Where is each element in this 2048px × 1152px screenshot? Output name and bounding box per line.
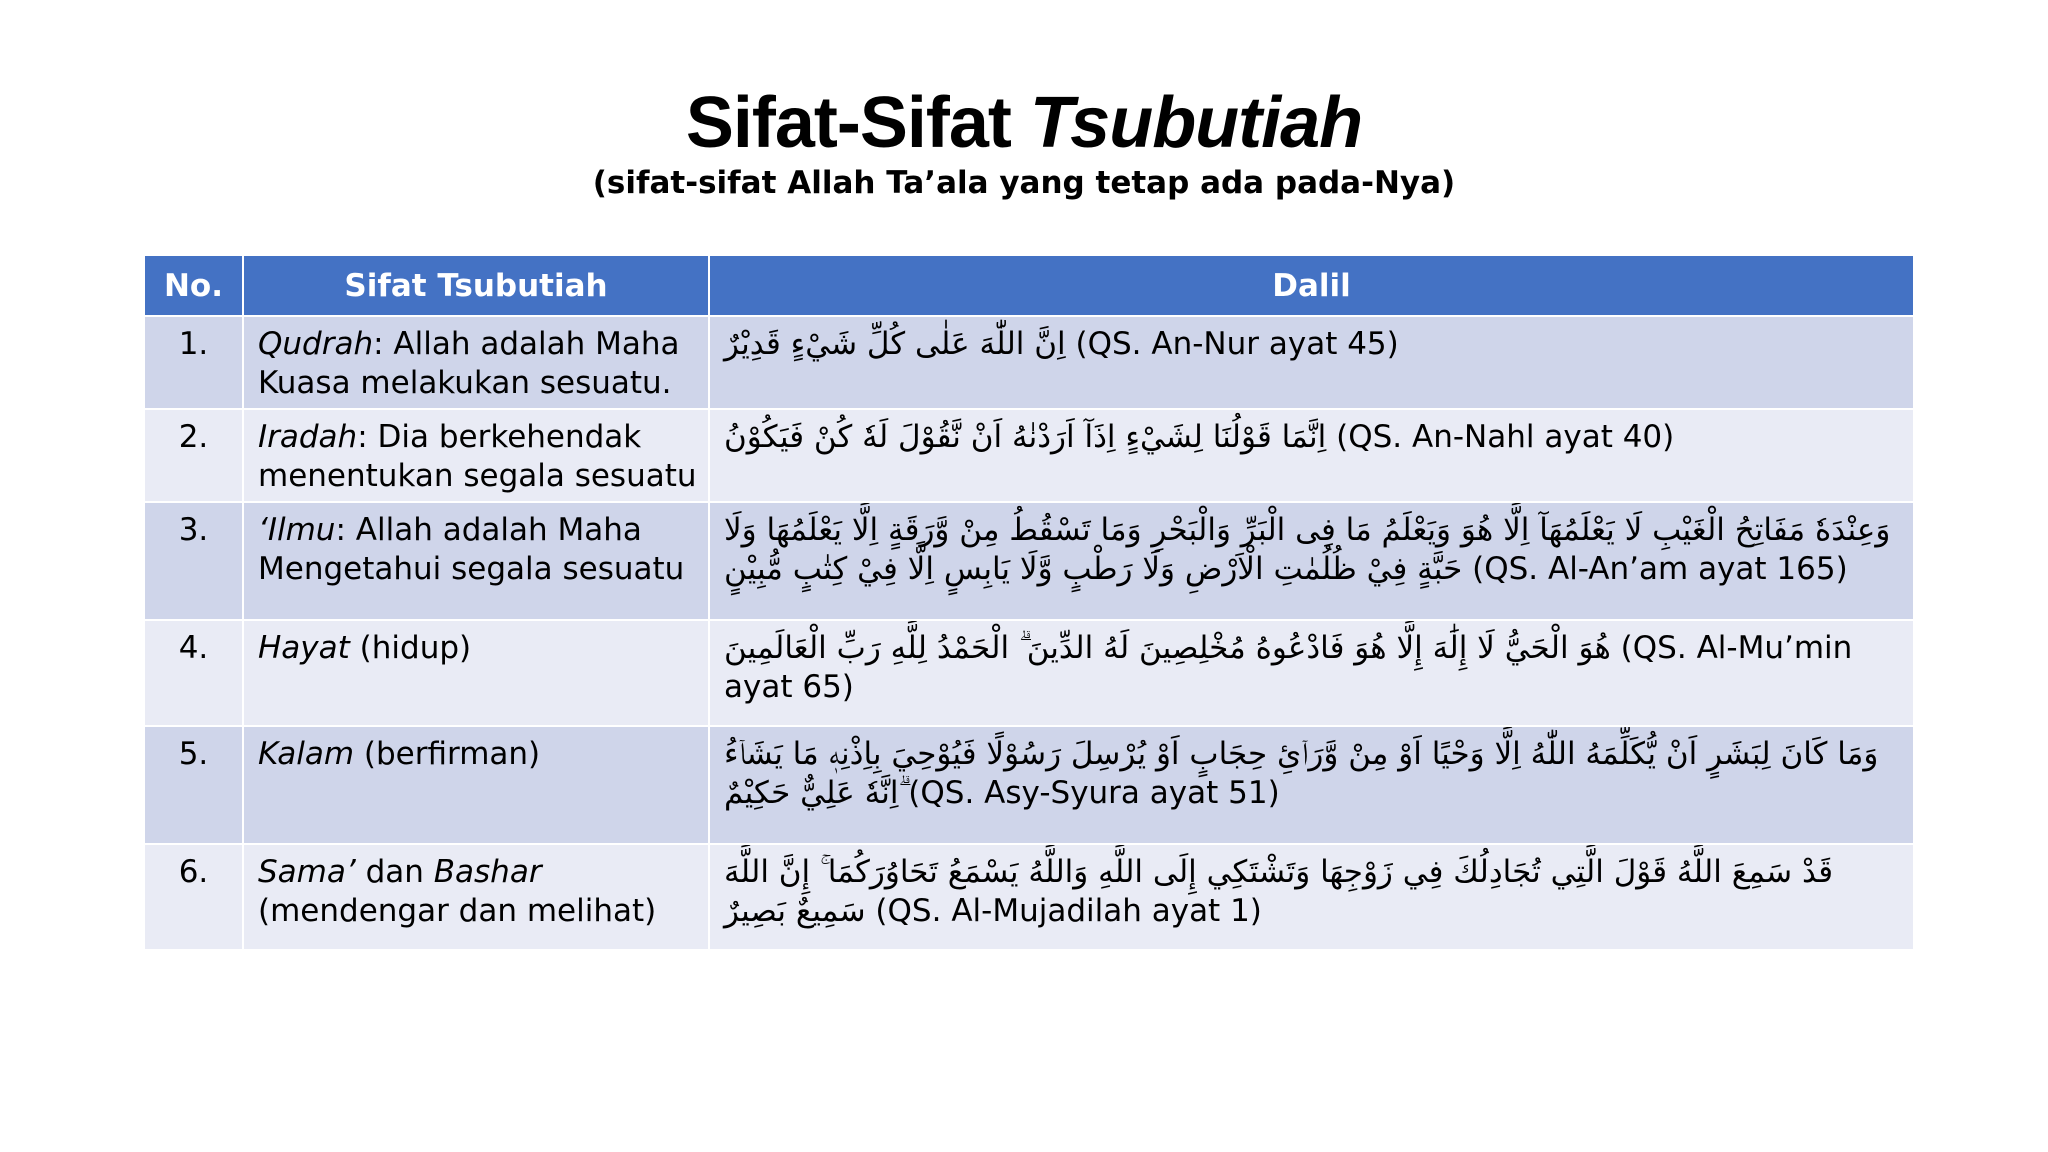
dalil-arabic: اِنَّ اللّٰهَ عَلٰى كُلِّ شَيْءٍ قَدِيْرٌ (724, 326, 1066, 362)
dalil-arabic: قَدْ سَمِعَ اللَّهُ قَوْلَ الَّتِي تُجَادِلُكَ فِي زَوْجِهَا وَتَشْتَكِي إِلَى اللَّهِ وَاللَّهُ يَسْمَعُ تَحَاوُرَكُمَا ۚ إِنَّ اللَّهَ سَمِيعٌ بَصِيرٌ (724, 854, 1834, 929)
dalil-arabic: اِنَّمَا قَوْلُنَا لِشَيْءٍ اِذَآ اَرَدْنٰهُ اَنْ نَّقُوْلَ لَهٗ كُنْ فَيَكُوْنُ (724, 419, 1327, 455)
header-no: No. (144, 255, 243, 316)
row-number: 5. (144, 726, 243, 844)
dalil-cell (709, 726, 1914, 844)
table-row (144, 316, 1914, 409)
dalil-reference: (QS. Asy-Syura ayat 51) (898, 775, 1280, 811)
sifat-desc: : Allah adalah Maha (373, 326, 680, 362)
row-number: 1. (144, 316, 243, 409)
title-italic: Tsubutiah (1029, 83, 1363, 163)
slide-title (0, 78, 2048, 168)
dalil-cell (709, 620, 1914, 726)
dalil-arabic: هُوَ الْحَيُّ لَا إِلَٰهَ إِلَّا هُوَ فَادْعُوهُ مُخْلِصِينَ لَهُ الدِّينَ ۗ الْحَمْدُ لِلَّهِ رَبِّ الْعَالَمِينَ (724, 630, 1611, 666)
sifat-term: Qudrah (258, 326, 374, 362)
sifat-desc: : Allah adalah Maha (335, 512, 642, 548)
sifat-cell (243, 844, 709, 950)
sifat-desc: (hidup) (349, 630, 472, 666)
sifat-term: Sama’ (258, 854, 356, 890)
header-sifat: Sifat Tsubutiah (243, 255, 709, 316)
sifat-desc-line2: Kuasa melakukan sesuatu. (258, 365, 672, 401)
dalil-cell (709, 409, 1914, 502)
sifat-cell (243, 409, 709, 502)
sifat-desc-line2: Mengetahui segala sesuatu (258, 551, 685, 587)
dalil-cell (709, 316, 1914, 409)
sifat-desc-line2: menentukan segala sesuatu (258, 458, 697, 494)
header-dalil: Dalil (709, 255, 1914, 316)
table-row (144, 502, 1914, 620)
sifat-term: ‘Ilmu (258, 512, 336, 548)
sifat-cell (243, 726, 709, 844)
row-number: 6. (144, 844, 243, 950)
row-number: 2. (144, 409, 243, 502)
dalil-cell (709, 502, 1914, 620)
slide-subtitle: (sifat-sifat Allah Ta’ala yang tetap ada pada-Nya) (592, 165, 1456, 201)
sifat-cell (243, 620, 709, 726)
table-row (144, 620, 1914, 726)
dalil-reference: (QS. An-Nahl ayat 40) (1326, 419, 1675, 455)
sifat-desc-line2: (mendengar dan melihat) (258, 893, 657, 929)
sifat-term: Iradah (258, 419, 358, 455)
dalil-reference: (QS. Al-Mu’min ayat 65) (724, 630, 1853, 705)
dalil-arabic: وَمَا كَانَ لِبَشَرٍ اَنْ يُّكَلِّمَهُ اللّٰهُ اِلَّا وَحْيًا اَوْ مِنْ وَّرَاۤئِ حِجَابٍ اَوْ يُرْسِلَ رَسُوْلًا فَيُوْحِيَ بِاِذْنِهٖ مَا يَشَاۤءُ ۗاِنَّهٗ عَلِيٌّ حَكِيْمٌ (724, 736, 1879, 811)
dalil-reference: (QS. Al-An’am ayat 165) (1462, 551, 1848, 587)
sifat-cell (243, 316, 709, 409)
row-number: 3. (144, 502, 243, 620)
table-row (144, 844, 1914, 950)
table-row (144, 726, 1914, 844)
table-row (144, 409, 1914, 502)
sifat-table (143, 254, 1915, 951)
row-number: 4. (144, 620, 243, 726)
table-header-row (144, 255, 1914, 316)
sifat-term: Hayat (258, 630, 350, 666)
dalil-reference: (QS. An-Nur ayat 45) (1065, 326, 1399, 362)
sifat-desc: (berfirman) (354, 736, 541, 772)
dalil-arabic: وَعِنْدَهٗ مَفَاتِحُ الْغَيْبِ لَا يَعْلَمُهَآ اِلَّا هُوَ وَيَعْلَمُ مَا فِى الْبَرِّ وَالْبَحْرِ وَمَا تَسْقُطُ مِنْ وَّرَقَةٍ اِلَّا يَعْلَمُهَا وَلَا حَبَّةٍ فِيْ ظُلُمٰتِ الْاَرْضِ وَلَا رَطْبٍ وَّلَا يَابِسٍ اِلَّا فِيْ كِتٰبٍ مُّبِيْنٍ (724, 512, 1891, 587)
title-plain: Sifat-Sifat (685, 83, 1030, 163)
dalil-reference: (QS. Al-Mujadilah ayat 1) (865, 893, 1262, 929)
sifat-desc: : Dia berkehendak (357, 419, 642, 455)
sifat-term: Kalam (258, 736, 355, 772)
dalil-cell (709, 844, 1914, 950)
sifat-cell (243, 502, 709, 620)
sifat-desc: dan (355, 854, 434, 890)
sifat-term-2: Bashar (433, 854, 542, 890)
